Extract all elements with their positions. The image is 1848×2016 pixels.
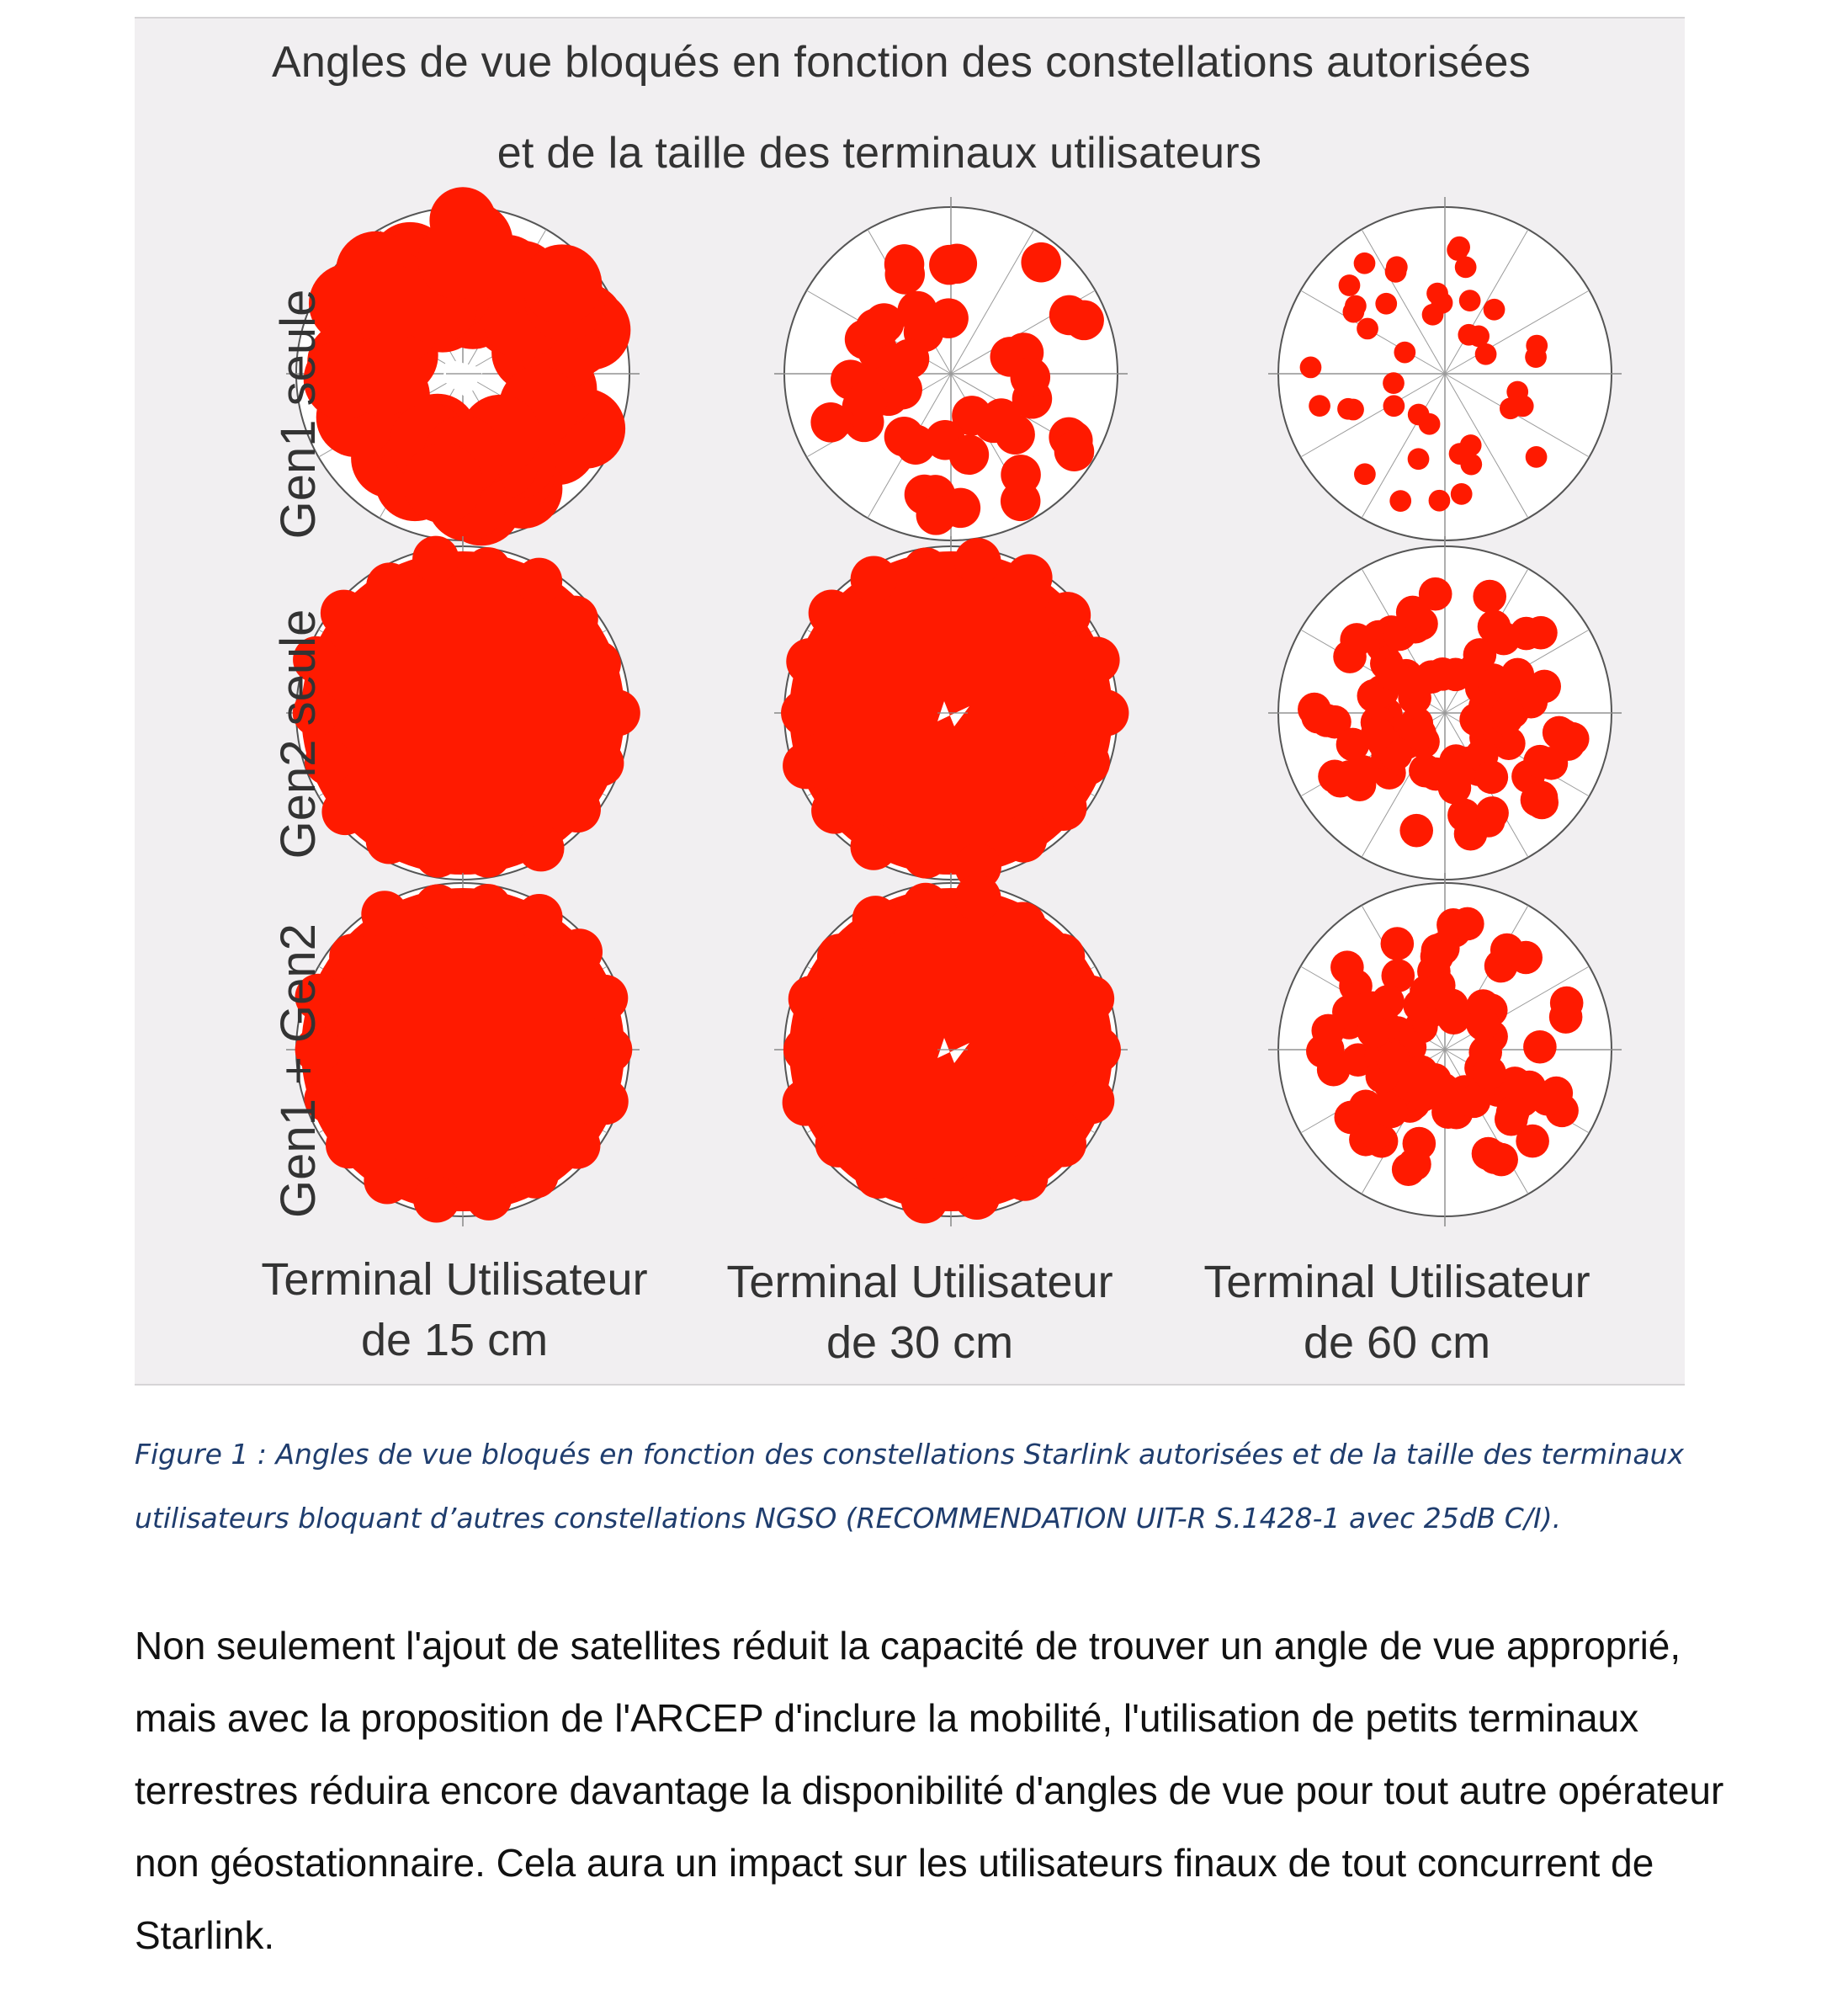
polar-plot-r2-c3 xyxy=(1268,536,1622,890)
row-label-gen1-gen2: Gen1 + Gen2 xyxy=(271,923,326,1218)
caption-line2: utilisateurs bloquant d’autres constellations NGSO (RECOMMENDATION UIT-R S.1428-1 avec 25dB C/I). xyxy=(135,1502,1562,1535)
column-label-30cm xyxy=(684,1252,1155,1373)
polar-plot-r1-c2 xyxy=(774,197,1128,551)
polar-plot-r3-c2 xyxy=(774,873,1128,1226)
row-label-gen2: Gen2 seule xyxy=(271,609,326,859)
polar-plot-grid xyxy=(135,19,1685,1384)
polar-plot-r3-c1 xyxy=(286,873,640,1226)
polar-plot-r2-c2 xyxy=(774,536,1128,890)
column-label-30cm-line1: Terminal Utilisateur xyxy=(726,1257,1113,1307)
column-label-15cm xyxy=(219,1249,690,1370)
polar-plot-r2-c1 xyxy=(286,536,640,890)
column-label-60cm-line2: de 60 cm xyxy=(1303,1317,1491,1368)
polar-plot-r1-c1 xyxy=(286,187,640,551)
column-label-15cm-line1: Terminal Utilisateur xyxy=(261,1254,648,1305)
figure-title-line1: Angles de vue bloqués en fonction des constellations autorisées xyxy=(271,38,1532,87)
polar-plot-r1-c3 xyxy=(1268,197,1622,551)
column-label-30cm-line2: de 30 cm xyxy=(826,1317,1014,1368)
figure-title-line2: et de la taille des terminaux utilisateurs xyxy=(497,129,1262,178)
polar-plot-r3-c3 xyxy=(1268,873,1622,1226)
figure-panel xyxy=(135,17,1685,1386)
column-label-60cm xyxy=(1161,1252,1633,1373)
column-label-15cm-line2: de 15 cm xyxy=(360,1315,549,1365)
figure-caption xyxy=(135,1423,1717,1551)
column-label-60cm-line1: Terminal Utilisateur xyxy=(1203,1257,1590,1307)
row-label-gen1: Gen1 seule xyxy=(271,289,326,540)
caption-line1: Figure 1 : Angles de vue bloqués en fonction des constellations Starlink autorisées et de la taille des terminaux xyxy=(135,1438,1684,1471)
body-paragraph: Non seulement l'ajout de satellites réduit la capacité de trouver un angle de vue approprié, mais avec la proposition de l'ARCEP d'inclure la mobilité, l'utilisation de petits terminaux terrestres réduira encore davantage la disponibilité d'angles de vue pour tout autre opérateur non géostationnaire. Cela aura un impact sur les utilisateurs finaux de tout concurrent de Starlink. xyxy=(135,1624,1724,1957)
